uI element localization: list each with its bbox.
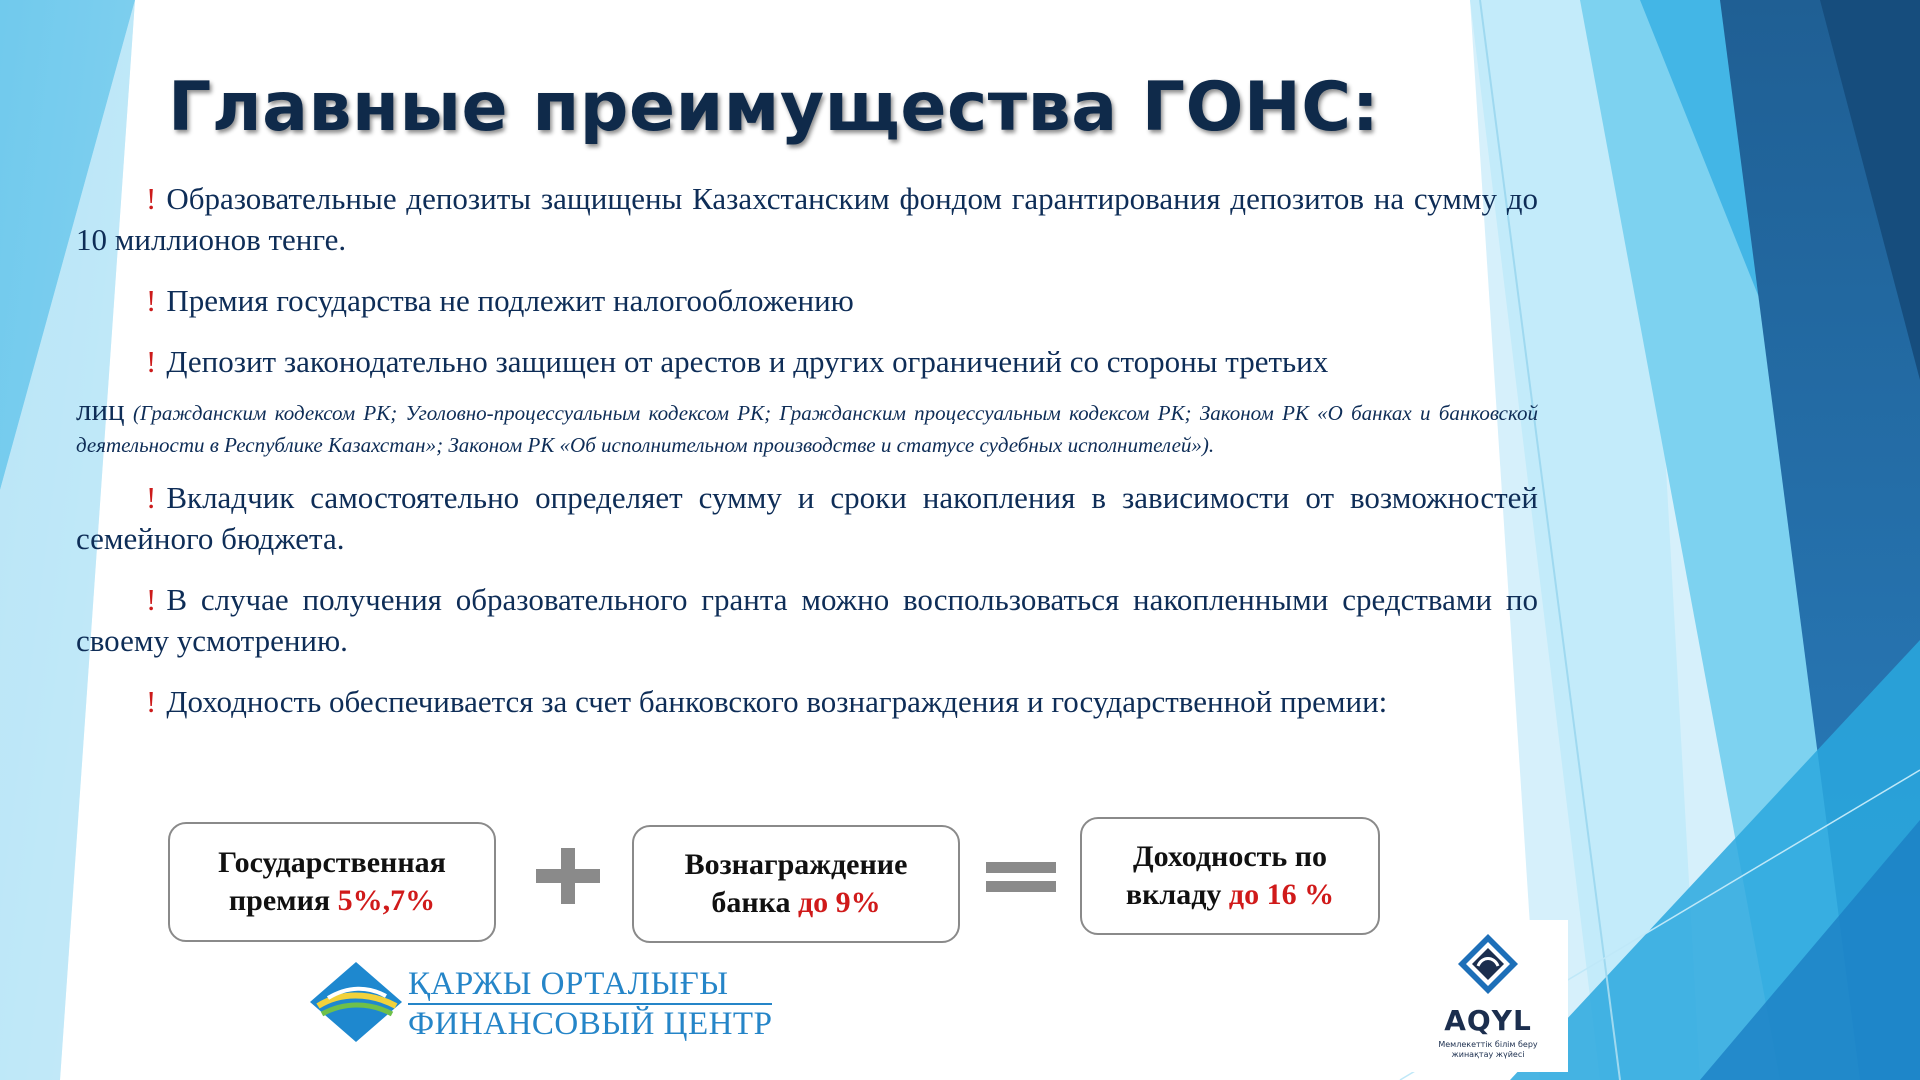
deposit-yield-box <box>1080 817 1380 935</box>
aqyl-logo <box>1408 920 1568 1072</box>
legal-references: (Гражданским кодексом РК; Уголовно-процессуальным кодексом РК; Гражданским процессуальным кодексом РК; Законом РК «О банках и банковской деятельности в Республике Казахстан»; Законом РК «Об исполнительном производстве и статусе судебных исполнителей»). <box>76 401 1539 457</box>
logo-line-kazakh: ҚАРЖЫ ОРТАЛЫҒЫ <box>408 966 729 1002</box>
aqyl-subtitle: Мемлекеттік білім беру жинақтау жүйесі <box>1438 1040 1538 1059</box>
deposit-yield-label: Доходность по <box>1132 840 1328 873</box>
bank-reward-value: до 9% <box>797 886 881 919</box>
exclamation-mark: ! <box>146 283 157 318</box>
plus-icon <box>536 848 600 904</box>
advantage-item <box>76 681 1538 722</box>
bank-reward-line <box>711 884 880 922</box>
exclamation-mark: ! <box>146 684 157 719</box>
advantage-item <box>76 579 1538 661</box>
advantage-item <box>76 341 1538 382</box>
financial-center-logo-text <box>408 965 772 1043</box>
deposit-yield-value: до 16 % <box>1228 878 1335 911</box>
advantage-text: Доходность обеспечивается за счет банковского вознаграждения и государственной премии: <box>166 684 1388 719</box>
exclamation-mark: ! <box>146 480 157 515</box>
advantage-item <box>76 178 1538 260</box>
logo-line-russian: ФИНАНСОВЫЙ ЦЕНТР <box>408 1003 772 1043</box>
aqyl-name: AQYL <box>1444 1004 1532 1037</box>
state-premium-label: Государственная <box>218 846 446 879</box>
advantage-item <box>76 477 1538 559</box>
advantage-text: Образовательные депозиты защищены Казахстанским фондом гарантирования депозитов на сумму до 10 миллионов тенге. <box>76 181 1538 257</box>
exclamation-mark: ! <box>146 582 157 617</box>
financial-center-logo-icon <box>310 962 402 1042</box>
state-premium-label-2: премия <box>228 884 331 917</box>
state-premium-box <box>168 822 496 942</box>
aqyl-emblem-icon <box>1456 932 1520 996</box>
advantage-text: Вкладчик самостоятельно определяет сумму и сроки накопления в зависимости от возможностей семейного бюджета. <box>76 480 1538 556</box>
advantage-text: В случае получения образовательного гранта можно воспользоваться накопленными средствами по своему усмотрению. <box>76 582 1538 658</box>
bank-reward-label-2: банка <box>711 886 791 919</box>
advantage-text: Депозит законодательно защищен от арестов и других ограничений со стороны третьих <box>166 344 1329 379</box>
legal-note <box>76 394 1538 461</box>
exclamation-mark: ! <box>146 181 157 216</box>
advantage-item <box>76 280 1538 321</box>
exclamation-mark: ! <box>146 344 157 379</box>
equals-icon <box>986 860 1056 894</box>
deposit-yield-line <box>1126 876 1334 914</box>
deposit-yield-label-2: вкладу <box>1125 878 1222 911</box>
advantages-list <box>76 178 1538 742</box>
advantage-text-tail: лиц <box>76 392 125 427</box>
bank-reward-label: Вознаграждение <box>684 848 908 881</box>
state-premium-line <box>229 882 435 920</box>
bank-reward-box <box>632 825 960 943</box>
page-title: Главные преимущества ГОНС: <box>168 68 1380 147</box>
advantage-text: Премия государства не подлежит налогообложению <box>166 283 854 318</box>
state-premium-value: 5%,7% <box>337 884 436 917</box>
